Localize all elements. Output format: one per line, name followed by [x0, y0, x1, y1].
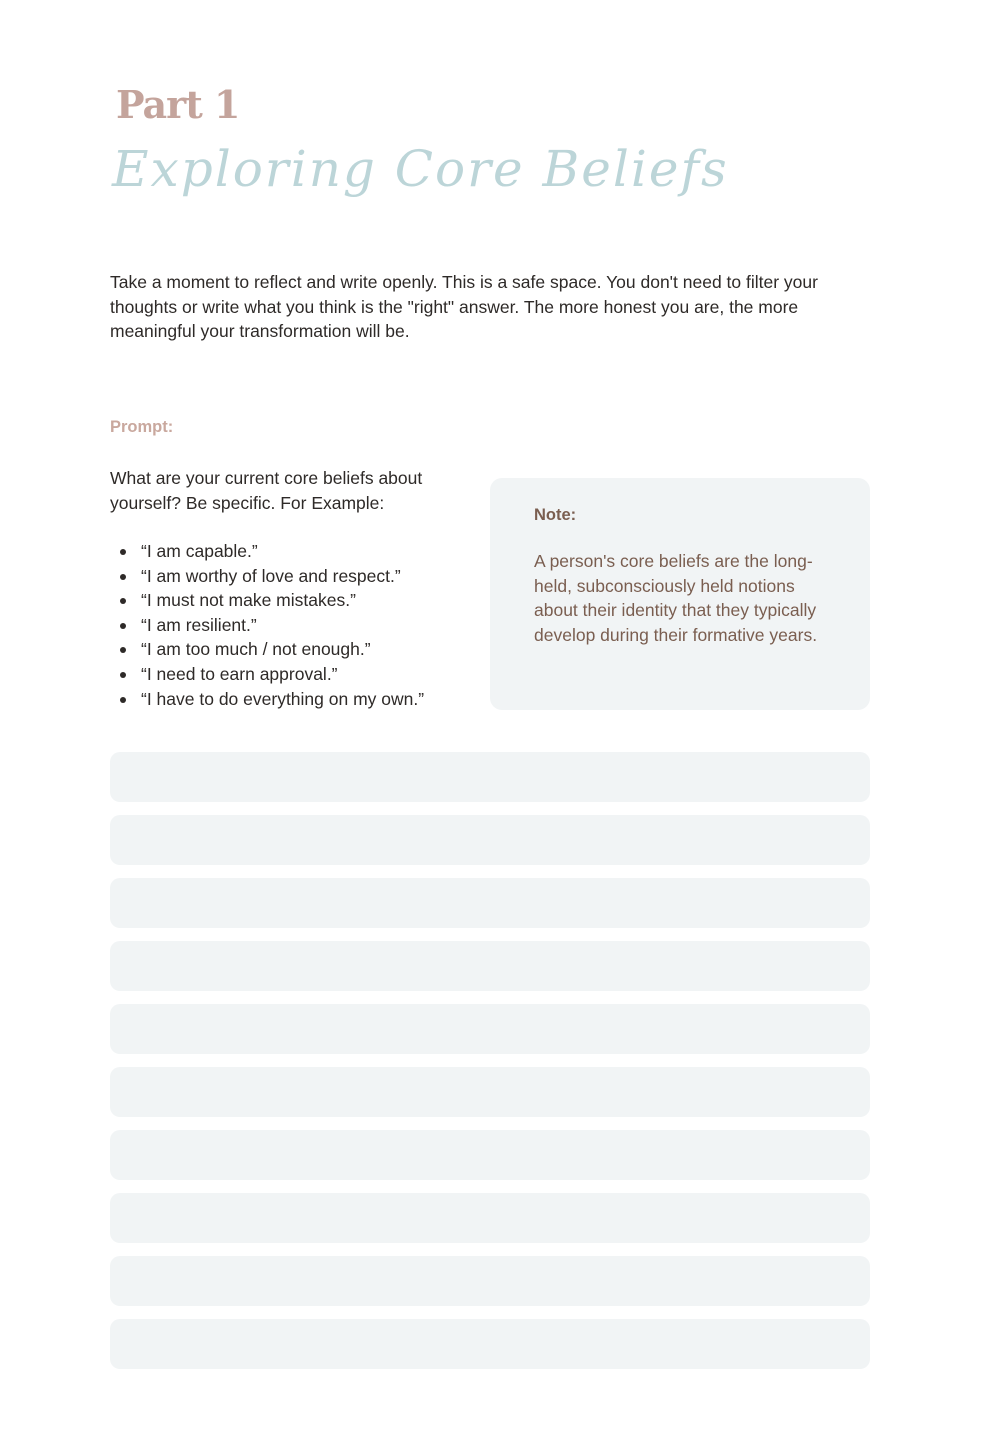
- intro-text: Take a moment to reflect and write openly. This is a safe space. You don't need to filter your thoughts or write what you think is the "right" answer. The more honest you are, the more meaningful your transformation will be.: [110, 272, 818, 341]
- writing-line[interactable]: [110, 941, 870, 991]
- list-item: “I am too much / not enough.”: [120, 637, 424, 662]
- note-text: A person's core beliefs are the long-held, subconsciously held notions about their identity that they typically develop during their formative years.: [534, 551, 818, 645]
- section-title: Exploring Core Beliefs: [112, 140, 729, 198]
- writing-line[interactable]: [110, 1004, 870, 1054]
- writing-line[interactable]: [110, 1067, 870, 1117]
- note-box: [490, 478, 870, 710]
- writing-line[interactable]: [110, 1193, 870, 1243]
- list-item: “I am worthy of love and respect.”: [120, 564, 424, 589]
- list-item: “I am capable.”: [120, 539, 424, 564]
- list-item: “I have to do everything on my own.”: [120, 687, 424, 712]
- prompt-question: What are your current core beliefs about yourself? Be specific. For Example:: [110, 468, 423, 513]
- list-item: “I need to earn approval.”: [120, 662, 424, 687]
- examples-list: [120, 539, 424, 711]
- writing-area: [110, 752, 870, 1382]
- writing-line[interactable]: [110, 815, 870, 865]
- prompt-label: Prompt:: [110, 418, 174, 436]
- writing-line[interactable]: [110, 752, 870, 802]
- list-item: “I must not make mistakes.”: [120, 588, 424, 613]
- list-item: “I am resilient.”: [120, 613, 424, 638]
- writing-line[interactable]: [110, 878, 870, 928]
- writing-line[interactable]: [110, 1319, 870, 1369]
- note-title: Note:: [534, 506, 577, 524]
- writing-line[interactable]: [110, 1256, 870, 1306]
- part-heading: Part 1: [116, 82, 240, 127]
- writing-line[interactable]: [110, 1130, 870, 1180]
